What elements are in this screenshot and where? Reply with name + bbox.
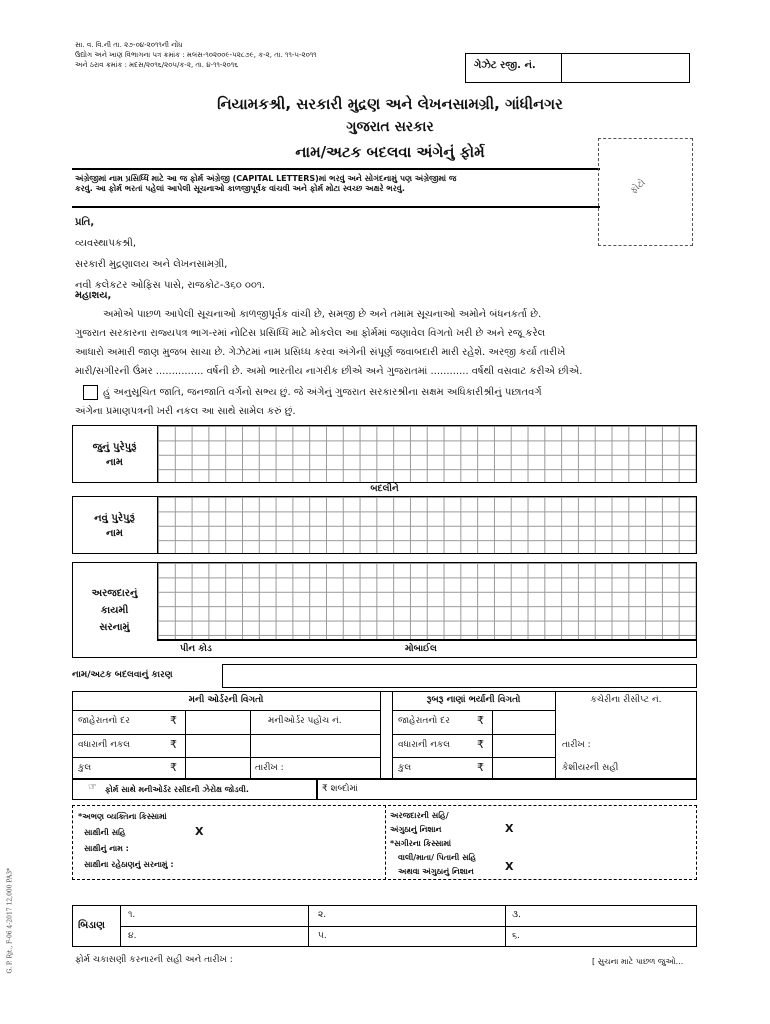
applicant-x-mark[interactable]: X: [505, 822, 514, 835]
new-name-label-1: નવું પુરેપુરૂં: [94, 513, 135, 524]
address-line-1: વ્યવસ્થાપકશ્રી,: [75, 238, 137, 249]
checker-sign-label: ફોર્મ ચકાસણી કરનારની સહી અને તારીખ :: [75, 955, 233, 965]
guardian-sign-label-1: વાલી/માતા/ પિતાની સહિ: [398, 853, 477, 862]
applicant-address-label: [72, 585, 157, 636]
enclosure-label: બિડાણ: [78, 920, 105, 931]
instruction-line-1: અંગ્રેજીમાં નામ પ્રસિધ્ધિ માટે આ જ ફોર્મ અંગ્રેજી (CAPITAL LETTERS)માં ભરવું અને સોગંદનામું પણ અંગ્રેજીમાં જ: [75, 174, 457, 183]
witness-name-label: સાક્ષીનું નામ :: [84, 844, 129, 853]
old-name-label-1: જુનું પુરેપુરૂં: [92, 442, 137, 453]
instruction-line-2: કરવું. આ ફોર્મ ભરતાં પહેલાં આપેલી સૂચનાઓ કાળજીપૂર્વક વાંચવી અને ફોર્મ મોટા સ્વચ્છ અક્ષરે ભરવું.: [75, 184, 405, 193]
caste-line-2: અંગેના પ્રમાણપત્રની ખરી નકલ આ સાથે સામેલ કરું છું.: [75, 406, 296, 417]
mobile-input[interactable]: [460, 641, 696, 657]
cash-rate-label: જાહેરાતનો દર: [398, 716, 450, 726]
cash-total-rupee: ₹: [477, 761, 484, 774]
gazette-reg-label: ગેઝેટ રજી. નં.: [474, 60, 536, 71]
mo-rate-rupee: ₹: [170, 714, 177, 727]
address-line-3: નવી કલેકટર ઓફિસ પાસે, રાજકોટ-૩૬૦ ૦૦૧.: [75, 280, 266, 291]
enclosure-1[interactable]: ૧.: [128, 910, 136, 920]
pin-code-input[interactable]: [240, 641, 380, 657]
mo-extra-rupee: ₹: [170, 738, 177, 751]
header-note-2: ઉદ્યોગ અને ખાણ વિભાગના પત્ર ક્રમાંક : મલસ-૧૦૨૦૦૯-૫૨૮૭૯, ક-૨, તા. ૧૧-૫-૨૦૧૧: [75, 51, 317, 59]
cash-header: રૂબરૂ નાણાં ભર્યાની વિગતો: [426, 695, 521, 705]
mo-extra-label: વધારાની નકલ: [78, 740, 131, 750]
title-line-3: નામ/અટક બદલવા અંગેનું ફોર્મ: [295, 143, 485, 161]
applicant-address-grid[interactable]: [157, 562, 697, 640]
witness-title: *અભણ વ્યક્તિના કિસ્સામાં: [78, 812, 167, 821]
title-line-2: ગુજરાત સરકાર: [346, 119, 434, 135]
applicant-block: [390, 809, 476, 879]
caste-declaration: [75, 383, 697, 421]
body-line-4: મારી/સગીરની ઉંમર ............... વર્ષની છે. અમો ભારતીય નાગરીક છીએ અને ગુજરાતમાં ............ વર્ષથી વસવાટ કરીએ છીએ.: [75, 366, 583, 377]
pin-code-label: પીન કોડ: [180, 644, 212, 654]
caste-checkbox[interactable]: [83, 385, 98, 400]
new-name-grid[interactable]: [157, 496, 697, 554]
photo-label: ફોટો: [628, 177, 648, 197]
witness-x-mark[interactable]: X: [195, 825, 204, 838]
amount-words-label: ₹ શબ્દોમાં: [322, 784, 359, 794]
title-line-1: નિયામકશ્રી, સરકારી મુદ્રણ અને લેખનસામગ્રી, ગાંધીનગર: [217, 95, 563, 113]
old-name-grid[interactable]: [157, 425, 697, 483]
hand-point-icon: ☞: [88, 782, 97, 793]
cashier-sign-label: કેશીયરની સહી: [562, 763, 619, 773]
body-line-1: અમોએ પાછળ આપેલી સૂચનાઓ કાળજીપૂર્વક વાંચી છે, સમજી છે અને તમામ સૂચનાઓ અમોને બંધનકર્તા છે.: [103, 309, 542, 320]
mo-date-label: તારીખ :: [255, 763, 284, 773]
caste-line-1: હું અનુસૂચિત જાતિ, જનજાતિ વર્ગનો સભ્ય છું. જે અંગેનું ગુજરાત સરકારશ્રીના સક્ષમ અધિકારીશ્રીનું પછાતવર્ગ: [103, 387, 542, 398]
instruction-text: [75, 174, 595, 194]
guardian-x-mark[interactable]: X: [505, 860, 514, 873]
mo-total-rupee: ₹: [170, 761, 177, 774]
cash-total-label: કુલ: [398, 763, 412, 773]
mo-header: મની ઓર્ડરની વિગતો: [188, 695, 264, 705]
enclosure-4[interactable]: ૪.: [128, 931, 137, 941]
body-line-2: ગુજરાત સરકારના રાજ્યપત્ર ભાગ-રમાં નોટિસ પ્રસિધ્ધિ માટે મોકલેલ આ ફોર્મમાં જણાવેલ વિગતો ખરી છે અને રજૂ કરેલ: [75, 328, 546, 339]
address-prati: પ્રતિ,: [75, 217, 95, 228]
applicant-sign-label-2: અંગુઠાનું નિશાન: [390, 825, 442, 834]
guardian-sign-label-2: અથવા અંગુઠાનું નિશાન: [398, 867, 474, 876]
header-note-3: અને ઠરાવ ક્રમાંક : મદસ/૨૦૧૬/૨૦૫/ક-૨, તા. ૪-૧૧-૨૦૧૬: [75, 61, 239, 69]
mo-note: ફોર્મ સાથે મનીઓર્ડર રસીદની ઝેરોક્ષ જોડવી.: [105, 785, 249, 794]
receipt-date-label: તારીખ :: [562, 740, 591, 750]
applicant-sign-label-1: અરજદારની સહિ/: [390, 811, 449, 820]
addr-label-1: અરજદારનું: [91, 588, 138, 599]
cash-extra-label: વધારાની નકલ: [398, 740, 451, 750]
enclosure-5[interactable]: ૫.: [318, 931, 327, 941]
new-name-label-2: નામ: [106, 528, 123, 539]
mo-rate-label: જાહેરાતનો દર: [78, 716, 130, 726]
photo-box[interactable]: [598, 138, 693, 246]
old-name-label-2: નામ: [106, 457, 123, 468]
amount-words-input[interactable]: [317, 779, 697, 800]
witness-sign-label: સાક્ષીની સહિ: [84, 828, 126, 837]
reason-input[interactable]: [222, 664, 697, 688]
see-back-note: [ સુચના માટે પાછળ જુઓ...: [592, 957, 684, 966]
mo-receipt-label: મનીઓર્ડર પહોંચ નં.: [268, 716, 342, 726]
enclosure-2[interactable]: ૨.: [318, 910, 327, 920]
address-line-2: સરકારી મુદ્રણાલય અને લેખનસામગ્રી,: [75, 259, 228, 270]
header-notes: [75, 40, 405, 70]
gazette-reg-input[interactable]: [562, 54, 689, 82]
witness-address-label: સાક્ષીના રહેઠાણનું સરનામું :: [84, 860, 174, 869]
mobile-label: મોબાઈલ: [405, 644, 437, 654]
body-text: [75, 305, 697, 381]
header-note-1: સા. વ. વિ.ની તા. ૨૭-૦૪-૨૦૧૧ની નોંધ: [75, 41, 183, 49]
witness-block: [78, 809, 174, 873]
body-line-3: આધારો અમારી જાણ મુજબ સાચા છે. ગેઝેટમાં નામ પ્રસિધ્ધ કરવા અંગેની સંપૂર્ણ જવાબદારી મારી રહેશે. અરજી કર્યા તારીખે: [75, 347, 566, 358]
side-print: G. P. Rjt., F-06 4-2017 12,000 PA3*: [6, 867, 14, 974]
receipt-label: કચેરીના રીસીપ્ટ નં.: [590, 695, 662, 705]
cash-extra-rupee: ₹: [477, 738, 484, 751]
minor-title: *સગીરના કિસ્સામાં: [390, 839, 452, 848]
addr-label-3: સરનામું: [99, 622, 130, 633]
badline-label: બદલીને: [370, 484, 399, 494]
cash-rate-rupee: ₹: [477, 714, 484, 727]
new-name-label: [72, 511, 157, 541]
enclosure-3[interactable]: ૩.: [512, 910, 521, 920]
mo-total-label: કુલ: [78, 763, 92, 773]
enclosure-6[interactable]: ૬.: [512, 931, 520, 941]
address-block: [75, 212, 265, 296]
addr-label-2: કાયમી: [100, 605, 129, 616]
reason-label: નામ/અટક બદલવાનું કારણ: [72, 670, 173, 680]
salutation: મહાશય,: [75, 290, 112, 301]
old-name-label: [72, 440, 157, 470]
